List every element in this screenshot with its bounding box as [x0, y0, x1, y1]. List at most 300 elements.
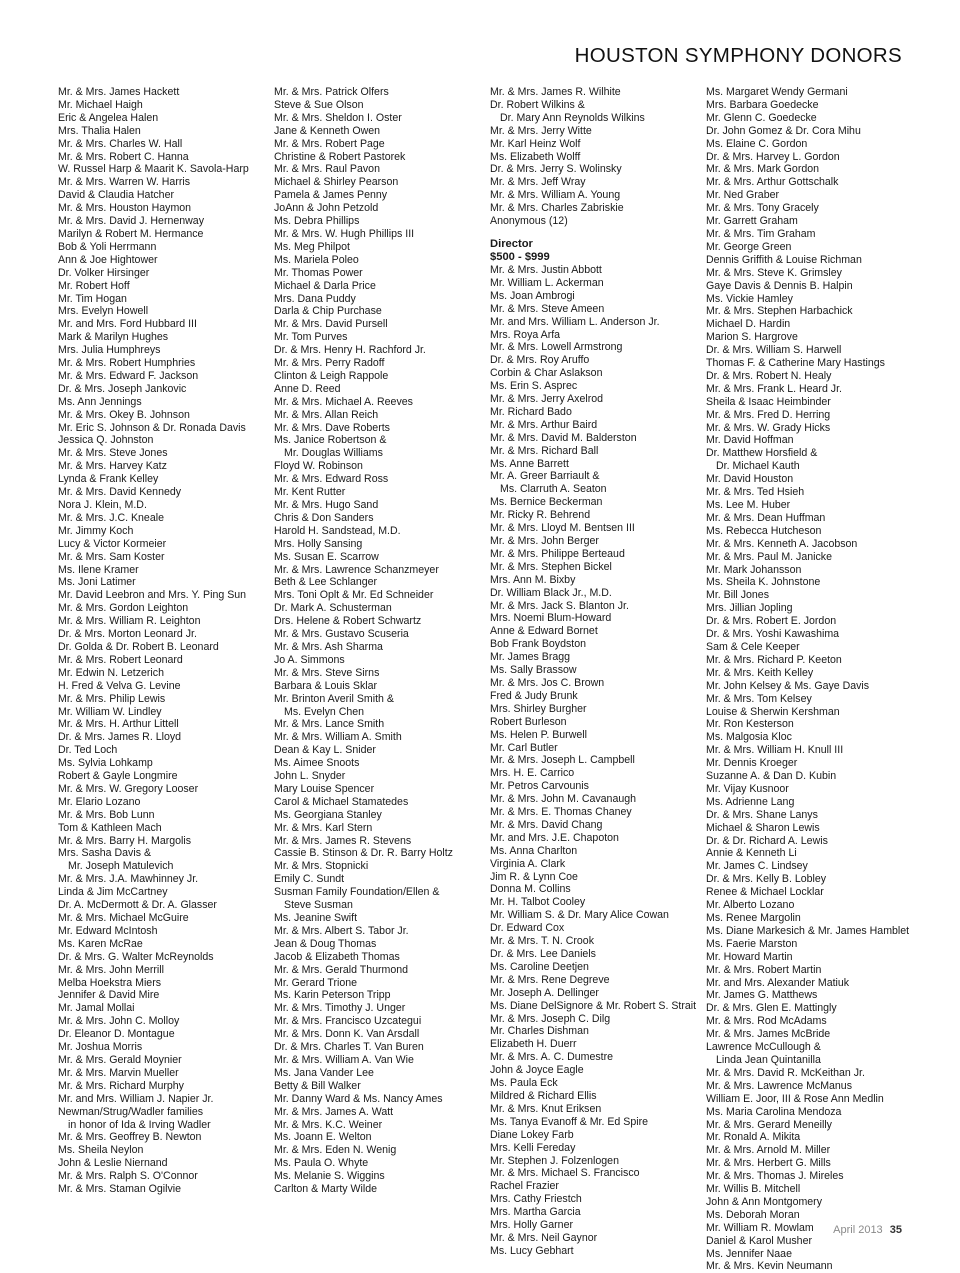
- donor-name: Mr. & Mrs. David Pursell: [274, 318, 388, 331]
- donor-name: Mr. & Mrs. Steve Sirns: [274, 666, 380, 679]
- donor-name: Ms. Melanie S. Wiggins: [274, 1170, 385, 1183]
- donor-name: Mr. & Mrs. Hugo Sand: [274, 499, 379, 511]
- donor-name: Dennis Griffith & Louise Richman: [706, 253, 862, 266]
- donor-name: Ms. Joni Latimer: [58, 576, 136, 589]
- donor-name: Mrs. Toni Oplt & Mr. Ed Schneider: [274, 589, 434, 602]
- donor-name: Fred & Judy Brunk: [490, 689, 578, 702]
- donor-name: Dr. & Mrs. William S. Harwell: [706, 344, 842, 357]
- donor-name: Betty & Bill Walker: [274, 1079, 361, 1092]
- donor-name: Ms. Joan Ambrogi: [490, 289, 575, 302]
- donor-name: Mr. James C. Lindsey: [706, 860, 808, 873]
- donor-name: Ms. Clarruth A. Seaton: [500, 483, 607, 496]
- donor-name: Harold H. Sandstead, M.D.: [274, 524, 401, 537]
- donor-name: Mr. Richard Bado: [490, 405, 572, 418]
- donor-name: Mr. & Mrs. William R. Leighton: [58, 615, 201, 628]
- donor-name: Anne D. Reed: [274, 382, 341, 395]
- donor-name: Mr. & Mrs. Jerry Axelrod: [490, 393, 604, 406]
- donor-name: Mr. & Mrs. Philippe Berteaud: [490, 547, 625, 560]
- donor-name: Mr. & Mrs. Jack S. Blanton Jr.: [490, 599, 629, 612]
- donor-name: Mr. and Mrs. Alexander Matiuk: [706, 976, 850, 989]
- donor-name: Mildred & Richard Ellis: [490, 1089, 597, 1102]
- donor-name: Mr. & Mrs. Patrick Olfers: [274, 86, 389, 98]
- donor-name: Mr. & Mrs. Dean Huffman: [706, 511, 826, 524]
- donor-name: Susman Family Foundation/Ellen &: [274, 886, 440, 899]
- donor-name: Mr. Joshua Morris: [58, 1041, 143, 1054]
- donor-name: Dr. & Mrs. Harvey L. Gordon: [706, 150, 840, 163]
- donor-name: Mr. & Mrs. Raul Pavon: [274, 163, 380, 176]
- donor-name: Mr. & Mrs. James R. Wilhite: [490, 86, 621, 98]
- donor-name: Emily C. Sundt: [274, 873, 345, 886]
- donor-name: Mr. Ron Kesterson: [706, 718, 794, 731]
- donor-name: Mr. & Mrs. Tim Graham: [706, 227, 816, 240]
- donor-name: Ms. Susan E. Scarrow: [274, 550, 379, 563]
- donor-name: W. Russel Harp & Maarit K. Savola-Harp: [58, 163, 249, 176]
- donor-name: Mr. Douglas Williams: [284, 447, 383, 460]
- donor-name: Mr. Brinton Averil Smith &: [274, 692, 394, 705]
- donor-name: Mr. & Mrs. Mark Gordon: [706, 163, 820, 176]
- donor-name: Mr. & Mrs. Charles W. Hall: [58, 137, 183, 150]
- donor-name: Ms. Erin S. Asprec: [490, 380, 578, 393]
- donor-name: Dr. & Mrs. Morton Leonard Jr.: [58, 628, 197, 641]
- donor-name: Mr. & Mrs. James McBride: [706, 1028, 831, 1041]
- donor-name: Dean & Kay L. Snider: [274, 744, 376, 757]
- donor-name: Mrs. Julia Humphreys: [58, 344, 161, 357]
- donor-name: Mr. & Mrs. David Kennedy: [58, 486, 182, 499]
- donor-name: Dr. & Mrs. Joseph Jankovic: [58, 382, 187, 395]
- donor-name: Mark & Marilyn Hughes: [58, 331, 169, 344]
- donor-name: Mr. & Mrs. Justin Abbott: [490, 263, 602, 276]
- donor-name: Mr. Robert Hoff: [58, 279, 130, 292]
- donor-name: Mr. George Green: [706, 240, 792, 253]
- donor-name: Mr. H. Talbot Cooley: [490, 896, 586, 909]
- donor-name: Ms. Elaine C. Gordon: [706, 137, 808, 150]
- donor-name: Dr. Robert Wilkins &: [490, 98, 585, 111]
- donor-name: Mrs. Martha Garcia: [490, 1206, 581, 1219]
- donor-name: Mr. Dennis Kroeger: [706, 757, 798, 770]
- donor-name: Michael & Sharon Lewis: [706, 821, 820, 834]
- donor-name: Mr. & Mrs. Lance Smith: [274, 718, 385, 731]
- donor-name: Jessica Q. Johnston: [58, 434, 154, 447]
- donor-name: Ms. Ilene Kramer: [58, 563, 139, 576]
- donor-name: Mr. Danny Ward & Ms. Nancy Ames: [274, 1092, 443, 1105]
- donor-name: Mr. & Mrs. Thomas J. Mireles: [706, 1170, 844, 1183]
- donor-name: Mr. & Mrs. Arthur Baird: [490, 418, 598, 431]
- donor-name: Mrs. Thalia Halen: [58, 124, 141, 137]
- donor-name: Drs. Helene & Robert Schwartz: [274, 615, 422, 628]
- donor-name: Christine & Robert Pastorek: [274, 150, 406, 163]
- donor-name: Dr. A. McDermott & Dr. A. Glasser: [58, 899, 217, 912]
- donor-name: Barbara & Louis Sklar: [274, 679, 378, 692]
- donor-name: Mr. & Mrs. Fred D. Herring: [706, 408, 831, 421]
- donor-name: Mrs. Sasha Davis &: [58, 847, 152, 860]
- donor-name: Ms. Jana Vander Lee: [274, 1066, 374, 1079]
- donor-name: Ms. Meg Philpot: [274, 240, 350, 253]
- donor-name: Ms. Sylvia Lohkamp: [58, 757, 153, 770]
- donor-name: Ms. Anne Barrett: [490, 457, 569, 470]
- donor-name: Mr. & Mrs. Barry H. Margolis: [58, 834, 192, 847]
- donor-name: Dr. & Mrs. Kelly B. Lobley: [706, 873, 827, 886]
- donor-name: Mr. & Mrs. Rene Degreve: [490, 973, 610, 986]
- donor-column-1: [58, 86, 249, 1196]
- donor-name: Mrs. Cathy Friestch: [490, 1193, 582, 1206]
- donor-name: Mr. & Mrs. Joseph C. Dilg: [490, 1012, 611, 1025]
- donor-name: Mr. & Mrs. Ted Hsieh: [706, 486, 805, 499]
- donor-name: Dr. & Mrs. Robert N. Healy: [706, 369, 832, 382]
- donor-name: Mr. & Mrs. Lawrence McManus: [706, 1079, 852, 1092]
- donor-name: Mr. and Mrs. William L. Anderson Jr.: [490, 315, 660, 328]
- donor-name: Dr. & Mrs. Henry H. Rachford Jr.: [274, 344, 426, 357]
- donor-name: Ms. Jennifer Naae: [706, 1247, 792, 1260]
- donor-name: Mr. & Mrs. Jos C. Brown: [490, 676, 605, 689]
- donor-name: Mr. & Mrs. William A. Van Wie: [274, 1053, 414, 1066]
- donor-name: Dr. Ted Loch: [58, 744, 118, 757]
- donor-name: Suzanne A. & Dan D. Kubin: [706, 770, 837, 783]
- donor-name: Mr. & Mrs. E. Thomas Chaney: [490, 806, 632, 819]
- donor-name: Mr. & Mrs. James Hackett: [58, 86, 180, 98]
- donor-name: John L. Snyder: [274, 770, 346, 783]
- donor-name: Mr. & Mrs. Arnold M. Miller: [706, 1144, 831, 1157]
- donor-name: Mrs. Barbara Goedecke: [706, 98, 819, 111]
- donor-name: JoAnn & John Petzold: [274, 202, 379, 215]
- donor-name: Mr. & Mrs. Robert Martin: [706, 963, 822, 976]
- donor-name: Mr. & Mrs. Kenneth A. Jacobson: [706, 537, 858, 550]
- donor-name: Mr. John Kelsey & Ms. Gaye Davis: [706, 679, 870, 692]
- donor-name: in honor of Ida & Irving Wadler: [68, 1118, 211, 1131]
- donor-name: Jim R. & Lynn Coe: [490, 870, 578, 883]
- donor-name: Mr. & Mrs. Houston Haymon: [58, 202, 192, 215]
- donor-name: Dr. & Mrs. Glen E. Mattingly: [706, 1002, 837, 1015]
- donor-name: Sheila & Isaac Heimbinder: [706, 395, 831, 408]
- donor-name: Jo A. Simmons: [274, 653, 345, 666]
- donor-name: Mr. & Mrs. Paul M. Janicke: [706, 550, 832, 563]
- donor-name: Mr. & Mrs. K.C. Weiner: [274, 1118, 383, 1131]
- donor-name: Mr. & Mrs. John Berger: [490, 535, 599, 547]
- donor-name: Robert & Gayle Longmire: [58, 770, 178, 783]
- donor-name: Anne & Edward Bornet: [490, 625, 598, 638]
- donor-name: Mr. & Mrs. Rod McAdams: [706, 1015, 827, 1028]
- donor-name: Mr. Bill Jones: [706, 589, 769, 602]
- donor-name: Ms. Diane Markesich & Mr. James Hamblet: [706, 924, 910, 937]
- donor-name: Ms. Paula Eck: [490, 1077, 558, 1090]
- donor-name: Mr. Ned Graber: [706, 189, 780, 202]
- donor-name: Mr. & Mrs. Lowell Armstrong: [490, 341, 623, 354]
- donor-name: Ms. Lee M. Huber: [706, 499, 791, 511]
- page-number: 35: [889, 1224, 902, 1236]
- donor-name: Mr. & Mrs. Richard Murphy: [58, 1079, 184, 1092]
- donor-name: Mr. & Mrs. Tom Kelsey: [706, 692, 812, 705]
- donor-name: Mr. Karl Heinz Wolf: [490, 137, 581, 150]
- donor-name: Dr. & Mrs. Yoshi Kawashima: [706, 628, 840, 641]
- donor-name: Dr. Eleanor D. Montague: [58, 1028, 175, 1041]
- donor-name: Mr. & Mrs. Sam Koster: [58, 550, 165, 563]
- donor-name: Jacob & Elizabeth Thomas: [274, 950, 400, 963]
- donor-name: Mr. Vijay Kusnoor: [706, 782, 789, 795]
- donor-name: Mr. Gerard Trione: [274, 976, 358, 989]
- donor-name: Mr. & Mrs. Robert Leonard: [58, 653, 183, 666]
- donor-name: Chris & Don Sanders: [274, 511, 374, 524]
- donor-name: Mr. A. Greer Barriault &: [490, 470, 600, 483]
- donor-name: Linda Jean Quintanilla: [716, 1053, 821, 1066]
- donor-name: Mr. & Mrs. Timothy J. Unger: [274, 1002, 406, 1015]
- donor-name: Mr. & Mrs. William A. Smith: [274, 731, 402, 744]
- donor-name: Ms. Faerie Marston: [706, 937, 798, 950]
- donor-name: Daniel & Karol Musher: [706, 1234, 812, 1247]
- donor-name: Ms. Sally Brassow: [490, 664, 577, 677]
- donor-name: Mr. & Mrs. W. Grady Hicks: [706, 421, 831, 434]
- donor-name: Linda & Jim McCartney: [58, 886, 168, 899]
- donor-name: Mr. & Mrs. John M. Cavanaugh: [490, 793, 637, 806]
- donor-name: William E. Joor, III & Rose Ann Medlin: [706, 1092, 884, 1105]
- donor-name: Robert Burleson: [490, 715, 567, 728]
- donor-name: Ms. Rebecca Hutcheson: [706, 524, 822, 537]
- donor-name: Mr. & Mrs. H. Arthur Littell: [58, 718, 179, 731]
- donor-name: Ms. Bernice Beckerman: [490, 496, 603, 509]
- donor-name: Mr. James Bragg: [490, 651, 571, 664]
- donor-name: Mr. & Mrs. Stephen Bickel: [490, 560, 612, 573]
- donor-name: Mr. William S. & Dr. Mary Alice Cowan: [490, 909, 669, 922]
- donor-name: Dr. & Mrs. Shane Lanys: [706, 808, 818, 821]
- donor-name: Jennifer & David Mire: [58, 989, 160, 1002]
- donor-name: Lawrence McCullough &: [706, 1041, 821, 1054]
- donor-name: Mr. & Mrs. Harvey Katz: [58, 460, 167, 473]
- donor-name: Ms. Paula O. Whyte: [274, 1157, 369, 1170]
- donor-name: John & Leslie Niernand: [58, 1157, 168, 1170]
- donor-name: Ms. Malgosia Kloc: [706, 731, 792, 744]
- donor-name: Louise & Sherwin Kershman: [706, 705, 840, 718]
- donor-name: John & Ann Montgomery: [706, 1195, 823, 1208]
- donor-name: Mr. & Mrs. Stephen Harbachick: [706, 305, 853, 318]
- donor-name: Mr. and Mrs. William J. Napier Jr.: [58, 1092, 214, 1105]
- donor-name: Mr. & Mrs. Michael S. Francisco: [490, 1167, 640, 1180]
- donor-name: Ms. Adrienne Lang: [706, 795, 795, 808]
- donor-name: Dr. & Mrs. G. Walter McReynolds: [58, 950, 214, 963]
- donor-name: Ms. Ann Jennings: [58, 395, 142, 408]
- donor-name: Mr. & Mrs. Charles Zabriskie: [490, 202, 624, 215]
- donor-name: Mrs. Ann M. Bixby: [490, 573, 576, 586]
- donor-name: Steve Susman: [284, 899, 353, 912]
- donor-name: Mr. & Mrs. Dave Roberts: [274, 421, 390, 434]
- donor-name: Mr. Michael Haigh: [58, 98, 143, 111]
- donor-name: Mrs. Holly Garner: [490, 1219, 573, 1232]
- donor-name: Marilyn & Robert M. Hermance: [58, 227, 204, 240]
- donor-name: Bob & Yoli Herrmann: [58, 240, 157, 253]
- donor-name: Dr. Mary Ann Reynolds Wilkins: [500, 111, 645, 124]
- donor-column-2: [274, 86, 453, 1196]
- donor-name: Dr. & Mrs. Jerry S. Wolinsky: [490, 163, 622, 176]
- donor-name: Mr. & Mrs. Gerald Thurmond: [274, 963, 409, 976]
- donor-name: Elizabeth H. Duerr: [490, 1038, 577, 1051]
- donor-name: Darla & Chip Purchase: [274, 305, 382, 318]
- donor-name: Mr. & Mrs. Gerald Moynier: [58, 1053, 182, 1066]
- donor-name: Ms. Joann E. Welton: [274, 1131, 372, 1144]
- donor-name: Michael D. Hardin: [706, 318, 791, 331]
- donor-name: Dr. Mark A. Schusterman: [274, 602, 392, 615]
- donor-name: Ms. Caroline Deetjen: [490, 960, 589, 973]
- donor-name: Mr. & Mrs. Richard Ball: [490, 444, 599, 457]
- donor-name: Gaye Davis & Dennis B. Halpin: [706, 279, 853, 292]
- donor-name: Ms. Sheila K. Johnstone: [706, 576, 821, 589]
- donor-name: Mr. & Mrs. Philip Lewis: [58, 692, 166, 705]
- donor-name: Eric & Angelea Halen: [58, 111, 159, 124]
- donor-name: Mr. & Mrs. Ralph S. O'Connor: [58, 1170, 198, 1183]
- donor-name: Mr. William L. Ackerman: [490, 276, 604, 289]
- donor-name: Mr. & Mrs. Robert C. Hanna: [58, 150, 189, 163]
- donor-name: Mr. Stephen J. Folzenlogen: [490, 1154, 619, 1167]
- donor-name: Mr. & Mrs. Edward F. Jackson: [58, 369, 199, 382]
- donor-name: Mr. & Mrs. David R. McKeithan Jr.: [706, 1066, 865, 1079]
- donor-name: Dr. & Mrs. Robert E. Jordon: [706, 615, 837, 628]
- donor-name: Mrs. Jillian Jopling: [706, 602, 793, 615]
- donor-name: Ms. Georgiana Stanley: [274, 808, 382, 821]
- donor-name: Dr. & Mrs. Lee Daniels: [490, 948, 596, 960]
- donor-name: Carlton & Marty Wilde: [274, 1183, 378, 1196]
- donor-name: Mr. & Mrs. J.A. Mawhinney Jr.: [58, 873, 199, 886]
- donor-name: Ms. Elizabeth Wolff: [490, 150, 581, 163]
- donor-name: Ms. Aimee Snoots: [274, 757, 360, 770]
- donor-name: Mr. & Mrs. Eden N. Wenig: [274, 1144, 397, 1157]
- donor-name: Thomas F. & Catherine Mary Hastings: [706, 357, 885, 370]
- donor-name: Cassie B. Stinson & Dr. R. Barry Holtz: [274, 847, 453, 860]
- donor-name: Mr. Alberto Lozano: [706, 899, 795, 912]
- donor-name: Mr. Elario Lozano: [58, 795, 141, 808]
- donor-name: Mr. and Mrs. J.E. Chapoton: [490, 831, 619, 844]
- donor-name: Mr. & Mrs. Gustavo Scuseria: [274, 628, 409, 641]
- donor-name: Mr. & Mrs. John C. Molloy: [58, 1015, 180, 1028]
- donor-name: Mr. & Mrs. David Chang: [490, 818, 603, 831]
- donor-column-4: [706, 86, 909, 1273]
- donor-name: Ms. Helen P. Burwell: [490, 728, 587, 741]
- donor-name: Carol & Michael Stamatedes: [274, 795, 409, 808]
- donor-name: Mr. & Mrs. T. N. Crook: [490, 935, 594, 948]
- donor-name: Mr. Carl Butler: [490, 741, 558, 754]
- donor-name: Mr. Eric S. Johnson & Dr. Ronada Davis: [58, 421, 246, 434]
- donor-name: Mr. & Mrs. Lloyd M. Bentsen III: [490, 522, 635, 535]
- donor-name: Ann & Joe Hightower: [58, 253, 158, 266]
- donor-name: Mr. & Mrs. Marvin Mueller: [58, 1066, 179, 1079]
- donor-name: Ms. Diane DelSignore & Mr. Robert S. Strait: [490, 999, 697, 1012]
- donor-name: Mr. & Mrs. Keith Kelley: [706, 666, 814, 679]
- donor-name: Mrs. Roya Arfa: [490, 328, 561, 341]
- donor-name: Mr. & Mrs. William H. Knull III: [706, 744, 844, 757]
- donor-name: Mr. & Mrs. Sheldon I. Oster: [274, 111, 402, 124]
- donor-name: Renee & Michael Locklar: [706, 886, 824, 899]
- donor-name: Mr. & Mrs. Edward Ross: [274, 473, 389, 486]
- donor-list-continued: [490, 86, 696, 228]
- donor-name: Mr. & Mrs. Joseph L. Campbell: [490, 754, 635, 767]
- donor-name: Mr. & Mrs. Steve K. Grimsley: [706, 266, 842, 279]
- donor-name: Dr. William Black Jr., M.D.: [490, 586, 612, 599]
- donor-name: Ms. Jeanine Swift: [274, 912, 358, 924]
- donor-name: Mr. & Mrs. Knut Eriksen: [490, 1102, 602, 1115]
- donor-name: Ms. Anna Charlton: [490, 844, 578, 857]
- donor-name: Ms. Debra Phillips: [274, 215, 360, 228]
- donor-name: Dr. Volker Hirsinger: [58, 266, 150, 279]
- donor-name: Ms. Karen McRae: [58, 937, 143, 950]
- donor-name: Mr. Garrett Graham: [706, 215, 798, 228]
- donor-name: Mr. & Mrs. Ash Sharma: [274, 640, 383, 653]
- donor-name: Mr. Jimmy Koch: [58, 524, 134, 537]
- donor-name: Mr. & Mrs. J.C. Kneale: [58, 511, 164, 524]
- donor-name: Mr. Charles Dishman: [490, 1025, 589, 1038]
- donor-name: Mary Louise Spencer: [274, 782, 375, 795]
- donor-name: Corbin & Char Aslakson: [490, 367, 603, 380]
- donor-name: Ms. Vickie Hamley: [706, 292, 793, 305]
- donor-name: Mr. & Mrs. Steve Jones: [58, 447, 168, 460]
- donor-name: Virginia A. Clark: [490, 857, 566, 870]
- donor-name: Mr. & Mrs. John Merrill: [58, 963, 164, 976]
- donor-name: Mr. & Mrs. Gerard Meneilly: [706, 1118, 832, 1131]
- donor-name: Mr. & Mrs. W. Gregory Looser: [58, 782, 199, 795]
- donor-name: Mr. & Mrs. Steve Ameen: [490, 302, 605, 315]
- donor-name: Mr. & Mrs. James A. Watt: [274, 1105, 394, 1118]
- donor-name: Mr. & Mrs. Stopnicki: [274, 860, 369, 873]
- donor-name: Mrs. Shirley Burgher: [490, 702, 587, 715]
- donor-name: Mr. & Mrs. Herbert G. Mills: [706, 1157, 831, 1170]
- donor-name: Mr. & Mrs. A. C. Dumestre: [490, 1051, 614, 1064]
- donor-name: Ms. Janice Robertson &: [274, 434, 387, 447]
- donor-name: Dr. & Dr. Richard A. Lewis: [706, 834, 828, 847]
- director-heading: Director: [490, 237, 533, 250]
- donor-name: Clinton & Leigh Rappole: [274, 369, 389, 382]
- donor-name: Mr. & Mrs. Donn K. Van Arsdall: [274, 1028, 420, 1041]
- donor-name: Mr. & Mrs. Bob Lunn: [58, 808, 155, 821]
- donor-name: Diane Lokey Farb: [490, 1128, 574, 1141]
- page-footer: [833, 1224, 902, 1236]
- donor-name: David & Claudia Hatcher: [58, 189, 174, 202]
- page-title: HOUSTON SYMPHONY DONORS: [574, 44, 902, 67]
- donor-name: Mr. & Mrs. Jeff Wray: [490, 176, 586, 189]
- donor-name: Mr. & Mrs. Michael McGuire: [58, 912, 189, 924]
- donor-name: Mr. & Mrs. Frank L. Heard Jr.: [706, 382, 842, 395]
- donor-name: Dr. & Mrs. Roy Aruffo: [490, 354, 590, 367]
- donor-name: Mr. David Hoffman: [706, 434, 794, 447]
- donor-name: Dr. Matthew Horsfield &: [706, 447, 818, 460]
- donor-name: Dr. Michael Kauth: [716, 460, 800, 473]
- donor-name: Mr. & Mrs. Allan Reich: [274, 408, 379, 421]
- donor-name: Mr. David Houston: [706, 473, 794, 486]
- donor-name: Mr. & Mrs. William A. Young: [490, 189, 621, 202]
- donor-name: Mr. & Mrs. Richard P. Keeton: [706, 653, 842, 666]
- donor-name: Mr. Howard Martin: [706, 950, 793, 963]
- donor-name: Ms. Margaret Wendy Germani: [706, 86, 848, 98]
- donor-name: Mr. & Mrs. Lawrence Schanzmeyer: [274, 563, 439, 576]
- donor-name: Mr. Edwin N. Letzerich: [58, 666, 164, 679]
- donor-name: Mr. William R. Mowlam: [706, 1221, 814, 1234]
- donor-name: Mrs. H. E. Carrico: [490, 767, 575, 780]
- donor-column-3: [490, 86, 696, 1258]
- donor-name: Sam & Cele Keeper: [706, 640, 800, 653]
- donor-name: Jane & Kenneth Owen: [274, 124, 381, 137]
- donor-name: Mr. & Mrs. Michael A. Reeves: [274, 395, 413, 408]
- donor-name: Mr. & Mrs. Robert Humphries: [58, 357, 196, 370]
- donor-name: H. Fred & Velva G. Levine: [58, 679, 181, 692]
- donor-name: Newman/Strug/Wadler families: [58, 1105, 204, 1118]
- donor-name: Ms. Maria Carolina Mendoza: [706, 1105, 842, 1118]
- donor-name: John & Joyce Eagle: [490, 1064, 584, 1077]
- donor-name: Mrs. Evelyn Howell: [58, 305, 149, 318]
- donor-name: Mr. & Mrs. Jerry Witte: [490, 124, 592, 137]
- donor-name: Jean & Doug Thomas: [274, 937, 377, 950]
- donor-name: Ms. Tanya Evanoff & Mr. Ed Spire: [490, 1115, 648, 1128]
- donor-name: Michael & Shirley Pearson: [274, 176, 399, 189]
- donor-name: Marion S. Hargrove: [706, 331, 798, 344]
- donor-name: Mrs. Dana Puddy: [274, 292, 356, 305]
- donor-name: Mr. Edward McIntosh: [58, 924, 158, 937]
- donor-name: Melba Hoekstra Miers: [58, 976, 162, 989]
- donor-name: Dr. Golda & Dr. Robert B. Leonard: [58, 640, 219, 653]
- donor-name: Mr. & Mrs. Robert Page: [274, 137, 385, 150]
- donor-name: Mr. Jamal Mollai: [58, 1002, 135, 1015]
